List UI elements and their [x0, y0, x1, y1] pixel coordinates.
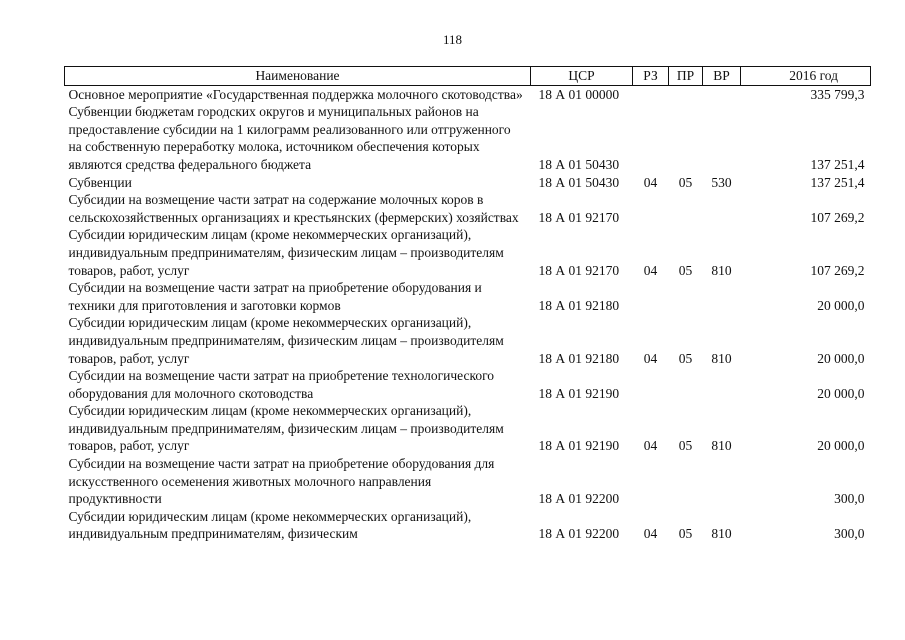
row-vr: 810 — [711, 262, 732, 278]
row-vr: 810 — [711, 350, 732, 366]
row-pr — [669, 279, 703, 314]
row-pr — [669, 85, 703, 103]
row-pr: 05 — [678, 262, 693, 278]
row-amount: 137 251,4 — [810, 174, 865, 190]
row-csr: 18 А 01 92190 — [538, 438, 620, 454]
table-row — [65, 226, 871, 279]
row-pr — [669, 455, 703, 508]
table-row — [65, 85, 871, 103]
row-pr: 05 — [678, 174, 693, 190]
row-pr — [669, 367, 703, 402]
row-name: Субсидии юридическим лицам (кроме некоммерческих организаций), индивидуальным предпринимателям, физическим лицам – производителям товаров, работ, услуг — [68, 403, 504, 454]
row-csr: 18 А 01 92170 — [538, 262, 620, 278]
row-vr — [703, 455, 741, 508]
row-rz — [633, 85, 669, 103]
row-amount: 107 269,2 — [810, 262, 865, 278]
row-csr: 18 А 01 00000 — [538, 86, 620, 102]
row-rz: 04 — [643, 174, 658, 190]
row-rz — [633, 191, 669, 226]
row-amount: 20 000,0 — [817, 297, 865, 313]
row-amount: 20 000,0 — [817, 350, 865, 366]
row-vr: 810 — [711, 438, 732, 454]
row-csr: 18 А 01 92180 — [538, 297, 620, 313]
table-row — [65, 402, 871, 455]
row-vr: 530 — [711, 174, 732, 190]
row-name: Субсидии юридическим лицам (кроме некоммерческих организаций), индивидуальным предпринимателям, физическим лицам – производителям товаров, работ, услуг — [68, 227, 504, 278]
row-rz — [633, 279, 669, 314]
row-amount: 107 269,2 — [810, 209, 865, 225]
row-csr: 18 А 01 92180 — [538, 350, 620, 366]
row-name: Субсидии юридическим лицам (кроме некоммерческих организаций), индивидуальным предпринимателям, физическим лицам – производителям товаров, работ, услуг — [68, 315, 504, 366]
row-rz: 04 — [643, 438, 658, 454]
budget-table — [64, 66, 871, 543]
table-body — [65, 85, 871, 543]
row-csr: 18 А 01 92190 — [538, 385, 620, 401]
row-rz: 04 — [643, 350, 658, 366]
header-pr: ПР — [669, 67, 703, 86]
row-rz — [633, 103, 669, 173]
budget-table-container — [64, 66, 870, 543]
header-csr: ЦСР — [531, 67, 633, 86]
header-year: 2016 год — [741, 67, 871, 86]
row-name: Субсидии на возмещение части затрат на приобретение оборудования для искусственного осеменения животных молочного направления продуктивности — [68, 456, 495, 507]
table-row — [65, 103, 871, 173]
row-csr: 18 А 01 92170 — [538, 209, 620, 225]
row-vr — [703, 85, 741, 103]
row-rz — [633, 455, 669, 508]
row-name: Субвенции бюджетам городских округов и муниципальных районов на предоставление субсидии на 1 килограмм реализованного или отгруженного на собственную переработку молока, источником обеспечения которых являются средства федерального бюджета — [68, 104, 511, 172]
header-vr: ВР — [703, 67, 741, 86]
row-name: Субсидии юридическим лицам (кроме некоммерческих организаций), индивидуальным предпринимателям, физическим — [68, 508, 472, 542]
table-row — [65, 174, 871, 192]
row-rz: 04 — [643, 262, 658, 278]
page-number: 118 — [442, 32, 463, 47]
row-rz: 04 — [643, 526, 658, 542]
row-amount: 137 251,4 — [810, 156, 865, 172]
header-name: Наименование — [65, 67, 531, 86]
row-vr — [703, 367, 741, 402]
row-pr: 05 — [678, 350, 693, 366]
table-row — [65, 279, 871, 314]
row-name: Субсидии на возмещение части затрат на приобретение технологического оборудования для молочного скотоводства — [68, 368, 495, 401]
row-csr: 18 А 01 50430 — [538, 156, 620, 172]
row-pr — [669, 103, 703, 173]
row-csr: 18 А 01 92200 — [538, 526, 620, 542]
table-row — [65, 367, 871, 402]
table-row — [65, 508, 871, 543]
header-rz: РЗ — [633, 67, 669, 86]
row-pr — [669, 191, 703, 226]
row-amount: 20 000,0 — [817, 438, 865, 454]
row-rz — [633, 367, 669, 402]
row-pr: 05 — [678, 526, 693, 542]
row-pr: 05 — [678, 438, 693, 454]
table-row — [65, 191, 871, 226]
table-header — [65, 67, 871, 86]
row-vr — [703, 279, 741, 314]
row-vr — [703, 191, 741, 226]
row-csr: 18 А 01 50430 — [538, 174, 620, 190]
row-name: Субсидии на возмещение части затрат на приобретение оборудования и техники для приготовления и заготовки кормов — [68, 280, 482, 313]
row-amount: 20 000,0 — [817, 385, 865, 401]
header-row — [65, 67, 871, 86]
row-name: Субвенции — [68, 174, 132, 190]
row-name: Основное мероприятие «Государственная поддержка молочного скотоводства» — [68, 86, 523, 102]
row-vr: 810 — [711, 526, 732, 542]
row-amount: 300,0 — [834, 526, 865, 542]
row-amount: 300,0 — [834, 491, 865, 507]
row-csr: 18 А 01 92200 — [538, 491, 620, 507]
row-vr — [703, 103, 741, 173]
table-row — [65, 455, 871, 508]
row-name: Субсидии на возмещение части затрат на содержание молочных коров в сельскохозяйственных организациях и крестьянских (фермерских) хозяйствах — [68, 192, 519, 225]
row-amount: 335 799,3 — [810, 86, 865, 102]
table-row — [65, 314, 871, 367]
